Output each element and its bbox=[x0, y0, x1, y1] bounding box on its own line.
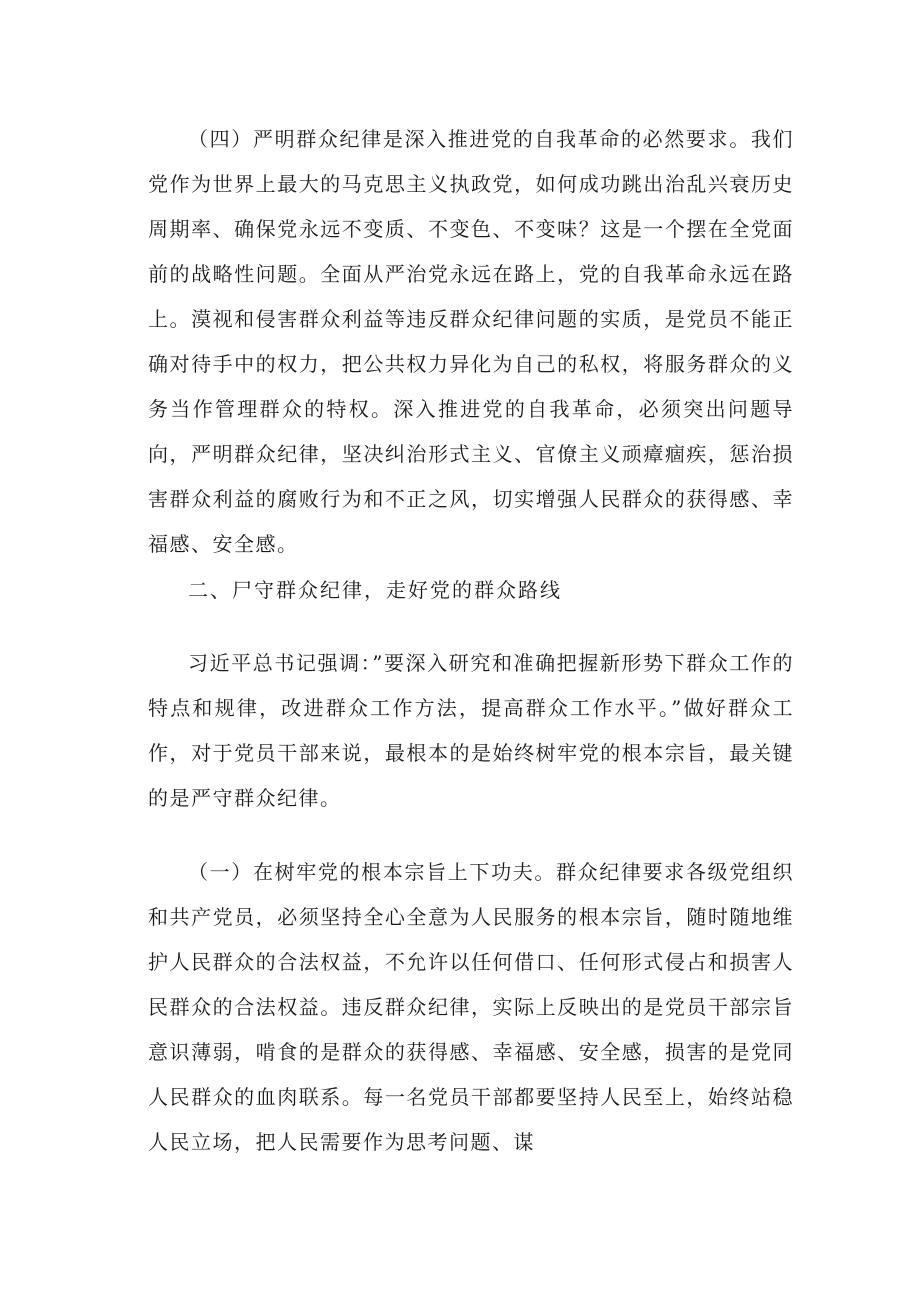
paragraph-four-discipline-self-revolution: （四）严明群众纪律是深入推进党的自我革命的必然要求。我们党作为世界上最大的马克思主义执政党，如何成功跳出治乱兴衰历史周期率、确保党永远不变质、不变色、不变味？这是一个摆在全党面前的战略性问题。全面从严治党永远在路上，党的自我革命永远在路上。漠视和侵害群众利益等违反群众纪律问题的实质，是党员不能正确对待手中的权力，把公共权力异化为自己的私权，将服务群众的义务当作管理群众的特权。深入推进党的自我革命，必须突出问题导向，严明群众纪律，坚决纠治形式主义、官僚主义顽瘴痼疾，惩治损害群众利益的腐败行为和不正之风，切实增强人民群众的获得感、幸福感、安全感。 bbox=[148, 127, 794, 556]
paragraph-one-party-purpose: （一）在树牢党的根本宗旨上下功夫。群众纪律要求各级党组织和共产党员，必须坚持全心全意为人民服务的根本宗旨，随时随地维护人民群众的合法权益，不允许以任何借口、任何形式侵占和损害人民群众的合法权益。违反群众纪律，实际上反映出的是党员干部宗旨意识薄弱，啃食的是群众的获得感、幸福感、安全感，损害的是党同人民群众的血肉联系。每一名党员干部都要坚持人民至上，始终站稳人民立场，把人民需要作为思考问题、谋 bbox=[148, 860, 794, 1154]
section-heading-two: 二、尸守群众纪律，走好党的群众路线 bbox=[188, 578, 562, 602]
paragraph-xi-quote: 习近平总书记强调：”要深入研究和准确把握新形势下群众工作的特点和规律，改进群众工作方法，提高群众工作水平。”做好群众工作，对于党员干部来说，最根本的是始终树牢党的根本宗旨，最关键的是严守群众纪律。 bbox=[148, 651, 794, 810]
